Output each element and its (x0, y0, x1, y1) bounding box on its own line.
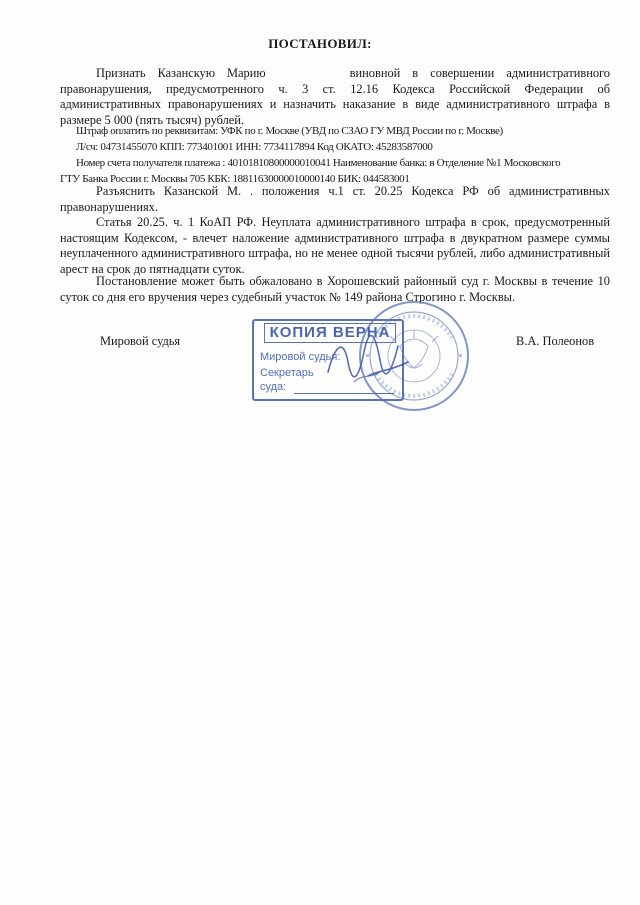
verdict-rest: виновной в совершении административного правонарушения, предусмотренного ч. 3 ст. 12.16 Кодекса Российской Федерации об административных правонарушениях и назначить наказание в виде административного штрафа в размере 5 000 (пять тысяч) рублей. (60, 66, 611, 127)
stamp-title: КОПИЯ ВЕРНА (264, 323, 396, 343)
requisites-line-3: Номер счета получателя платежа : 40101810800000010041 Наименование банка: в Отделение №1 Московского (76, 157, 561, 169)
resolution-heading: ПОСТАНОВИЛ: (268, 36, 372, 51)
appeal-paragraph: Постановление может быть обжаловано в Хорошевский районный суд г. Москвы в течение 10 суток со дня его вручения через судебный участок № 149 района Строгино г. Москвы. (60, 274, 610, 304)
requisites-line-1: Штраф оплатить по реквизитам: УФК по г. Москве (УВД по СЗАО ГУ МВД России по г. Москве) (76, 125, 503, 137)
stamp-judge-line: Мировой судья: (260, 351, 341, 363)
requisites-line-4: ГТУ Банка России г. Москвы 705 КБК: 18811630000010000140 БИК: 044583001 (60, 173, 410, 185)
requisites-line-2: Л/сч: 04731455070 КПП: 773401001 ИНН: 7734117894 Код ОКАТО: 45283587000 (76, 141, 433, 153)
verdict-paragraph (60, 66, 610, 128)
judge-name: В.А. Полеонов (516, 334, 595, 348)
stamp-underline (294, 393, 394, 394)
article-paragraph: Статья 20.25. ч. 1 КоАП РФ. Неуплата административного штрафа в срок, предусмотренный настоящим Кодексом, - влечет наложение административного штрафа в двукратном размере суммы неуплаченного административного штрафа, но не менее одной тысячи рублей, либо административный арест на срок до пятнадцати суток. (60, 215, 610, 276)
stamp-court-line: суда: (260, 381, 287, 393)
verdict-lead: Признать Казанскую Марию (96, 66, 266, 80)
handwritten-signature-icon (318, 332, 418, 388)
explanation-paragraph: Разъяснить Казанской М. . положения ч.1 ст. 20.25 Кодекса РФ об административных правонарушениях. (60, 184, 610, 214)
stamp-secretary-line: Секретарь (260, 367, 314, 379)
judge-role: Мировой судья (100, 334, 181, 348)
